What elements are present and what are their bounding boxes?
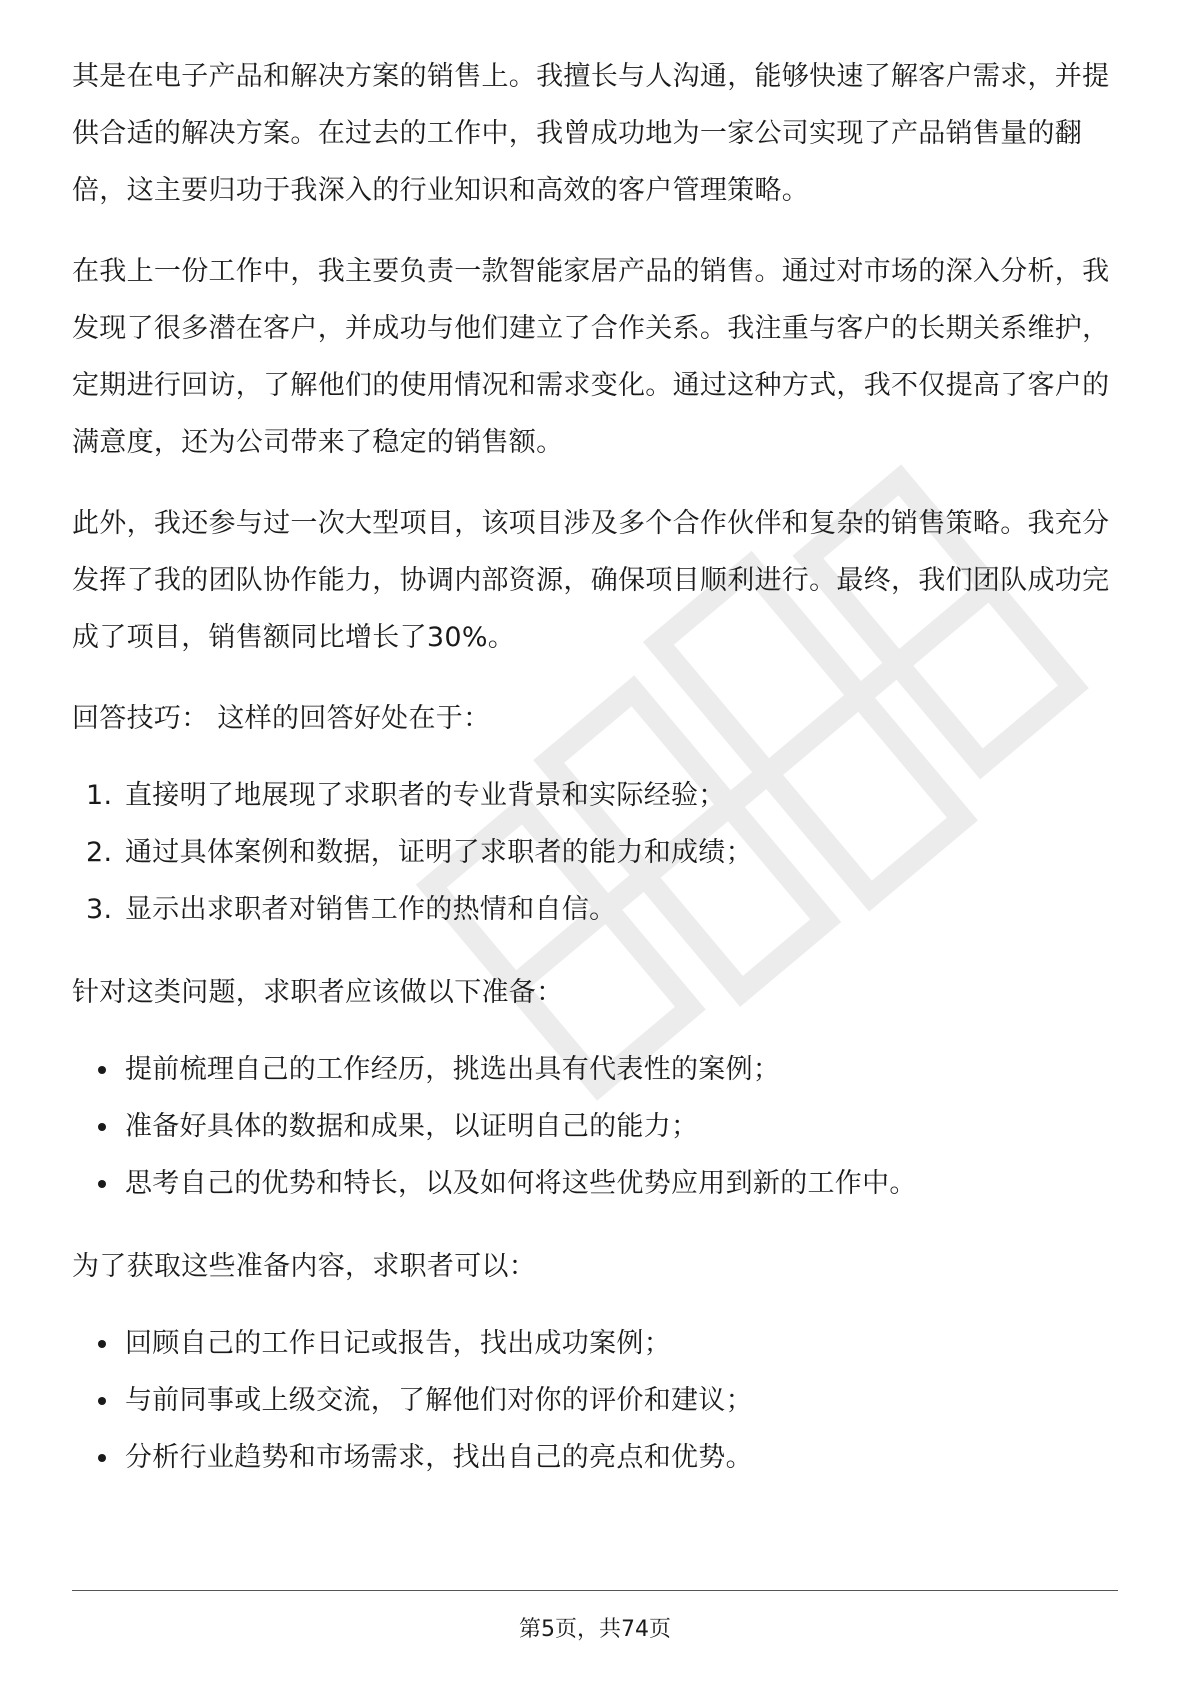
bullet-icon: [98, 1066, 106, 1074]
list-item: 提前梳理自己的工作经历，挑选出具有代表性的案例；: [72, 1041, 1118, 1098]
prep-list: [72, 1041, 1118, 1212]
paragraph-1: 其是在电子产品和解决方案的销售上。我擅长与人沟通，能够快速了解客户需求，并提供合适的解决方案。在过去的工作中，我曾成功地为一家公司实现了产品销售量的翻倍，这主要归功于我深入的行业知识和高效的客户管理策略。: [72, 61, 1110, 206]
list-item: 准备好具体的数据和成果，以证明自己的能力；: [72, 1098, 1118, 1155]
bullet-icon: [98, 1180, 106, 1188]
bullet-icon: [98, 1454, 106, 1462]
sources-heading: 为了获取这些准备内容，求职者可以：: [72, 1251, 537, 1282]
tips-heading: 回答技巧： 这样的回答好处在于：: [72, 703, 491, 734]
paragraph-3: 此外，我还参与过一次大型项目，该项目涉及多个合作伙伴和复杂的销售策略。我充分发挥了我的团队协作能力，协调内部资源，确保项目顺利进行。最终，我们团队成功完成了项目，销售额同比增长了30%。: [72, 508, 1110, 653]
page-number: 第5页，共74页: [519, 1617, 671, 1642]
list-item: 3. 显示出求职者对销售工作的热情和自信。: [86, 894, 617, 925]
prep-heading: 针对这类问题，求职者应该做以下准备：: [72, 977, 564, 1008]
bullet-icon: [98, 1340, 106, 1348]
list-item: 2. 通过具体案例和数据，证明了求职者的能力和成绩；: [86, 837, 753, 868]
document-body: [72, 48, 1118, 1512]
tips-list: [72, 767, 1118, 938]
bullet-icon: [98, 1397, 106, 1405]
bullet-icon: [98, 1123, 106, 1131]
list-item: 回顾自己的工作日记或报告，找出成功案例；: [72, 1315, 1118, 1372]
list-item: 思考自己的优势和特长，以及如何将这些优势应用到新的工作中。: [72, 1155, 1118, 1212]
footer-divider: [72, 1590, 1118, 1591]
sources-list: [72, 1315, 1118, 1486]
paragraph-2: 在我上一份工作中，我主要负责一款智能家居产品的销售。通过对市场的深入分析，我发现了很多潜在客户，并成功与他们建立了合作关系。我注重与客户的长期关系维护，定期进行回访，了解他们的使用情况和需求变化。通过这种方式，我不仅提高了客户的满意度，还为公司带来了稳定的销售额。: [72, 256, 1110, 458]
list-item: 分析行业趋势和市场需求，找出自己的亮点和优势。: [72, 1429, 1118, 1486]
list-item: 与前同事或上级交流，了解他们对你的评价和建议；: [72, 1372, 1118, 1429]
list-item: 1. 直接明了地展现了求职者的专业背景和实际经验；: [86, 780, 726, 811]
